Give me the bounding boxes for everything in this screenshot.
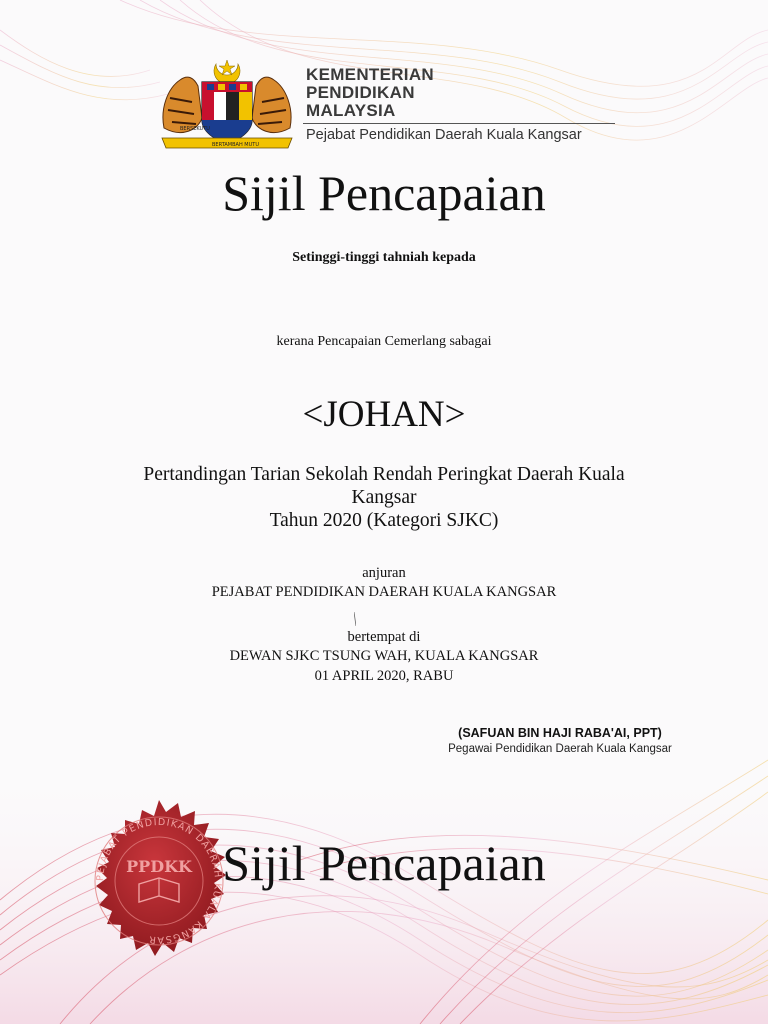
competition-description [84, 463, 684, 532]
signatory-title: Pegawai Pendidikan Daerah Kuala Kangsar [448, 743, 672, 755]
ministry-name [306, 66, 486, 120]
organizer-name: PEJABAT PENDIDIKAN DAERAH KUALA KANGSAR [211, 584, 557, 600]
crest-motto-left: BERSEKUTU [180, 126, 210, 132]
certificate-footer-title: Sijil Pencapaian [222, 835, 546, 891]
ministry-name-line-2: PENDIDIKAN [306, 83, 415, 102]
seal-ring-text: PEJABAT PENDIDIKAN DAERAH KUALA KANGSAR [94, 816, 224, 946]
crest-motto-right: BERTAMBAH MUTU [212, 142, 259, 148]
congratulations-text: Setinggi-tinggi tahniah kepada [292, 250, 476, 265]
signature-block [420, 726, 700, 755]
organized-by-label: anjuran [362, 565, 406, 581]
competition-line-1: Pertandingan Tarian Sekolah Rendah Peringkat Daerah Kuala [143, 464, 625, 485]
header-divider [303, 123, 615, 124]
achievement-reason: kerana Pencapaian Cemerlang sabagai [276, 334, 492, 349]
stray-mark [354, 612, 356, 626]
event-date: 01 APRIL 2020, RABU [314, 668, 454, 684]
signatory-name: (SAFUAN BIN HAJI RABA'AI, PPT) [458, 726, 662, 740]
competition-line-3: Tahun 2020 (Kategori SJKC) [269, 510, 499, 531]
malaysia-coat-of-arms-icon [158, 58, 296, 152]
venue-name: DEWAN SJKC TSUNG WAH, KUALA KANGSAR [229, 648, 539, 664]
certificate-title: Sijil Pencapaian [222, 165, 546, 221]
award-placeholder: <JOHAN> [302, 394, 466, 435]
venue-label: bertempat di [347, 629, 421, 645]
ministry-name-line-1: KEMENTERIAN [306, 65, 434, 84]
seal-center-text: PPDKK [126, 857, 192, 876]
district-office-name: Pejabat Pendidikan Daerah Kuala Kangsar [306, 127, 582, 143]
ministry-name-line-3: MALAYSIA [306, 101, 396, 120]
ministry-header [158, 58, 618, 158]
competition-line-2: Kangsar [351, 487, 417, 508]
